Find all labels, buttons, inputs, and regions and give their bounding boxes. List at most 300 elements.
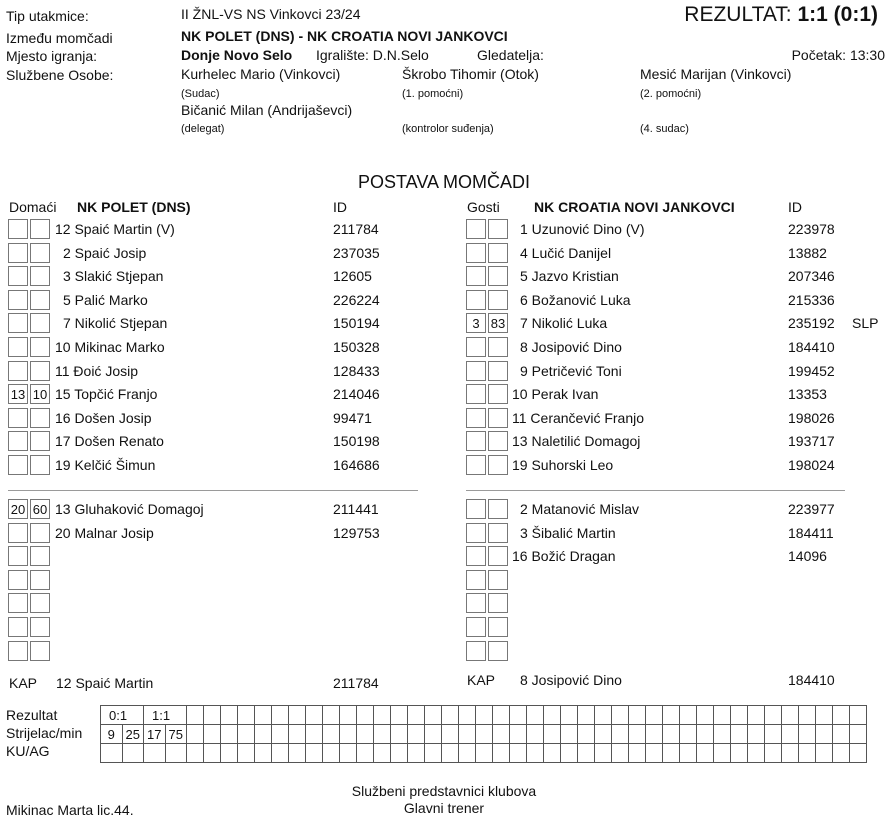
minute-box xyxy=(8,617,28,637)
player-id: 223978 xyxy=(788,221,835,237)
player-name: 1 Uzunović Dino (V) xyxy=(520,221,645,237)
kuag-cell xyxy=(374,744,391,763)
kuag-cell xyxy=(204,744,221,763)
player-id: 211784 xyxy=(333,221,379,237)
player-note: SLP xyxy=(852,315,879,332)
player-id: 184410 xyxy=(788,339,835,355)
minute-box xyxy=(488,431,508,451)
result-cell-empty xyxy=(748,706,765,725)
minute-box xyxy=(466,408,486,428)
official-role: (kontrolor suđenja) xyxy=(402,123,494,135)
result-cell-empty xyxy=(612,706,629,725)
result-cell-empty xyxy=(782,706,799,725)
player-name: 2 Spaić Josip xyxy=(63,244,147,261)
result-cell-empty xyxy=(799,706,816,725)
kuag-cell xyxy=(816,744,833,763)
player-name: 16 Božić Dragan xyxy=(512,548,616,565)
scorer-cell-empty xyxy=(255,725,272,744)
player-name: 11 Cerančević Franjo xyxy=(512,409,645,426)
result-cell-empty xyxy=(238,706,255,725)
minute-box xyxy=(8,290,28,310)
player-name: 19 Kelčić Šimun xyxy=(55,457,156,473)
minute-box xyxy=(488,499,508,519)
result-cell-empty xyxy=(391,706,408,725)
minute-box: 20 xyxy=(8,499,28,519)
gledatelja: Gledatelja: xyxy=(477,47,544,63)
minute-box xyxy=(8,266,28,286)
minute-box xyxy=(488,617,508,637)
kuag-cell xyxy=(748,744,765,763)
result-cell: 1:1 xyxy=(144,706,187,725)
minute-box xyxy=(466,361,486,381)
sluzbene-osobe-label: Službene Osobe: xyxy=(6,67,114,83)
minute-box xyxy=(30,290,50,310)
result-cell-empty xyxy=(697,706,714,725)
scorer-cell-empty xyxy=(187,725,204,744)
player-name: 2 Matanović Mislav xyxy=(520,501,640,517)
minute-box xyxy=(466,455,486,475)
minute-box xyxy=(488,219,508,239)
player-id: 13882 xyxy=(788,244,827,261)
scorer-cell-empty xyxy=(374,725,391,744)
official-name: Bičanić Milan (Andrijaševci) xyxy=(181,102,353,118)
mjesto-value: Donje Novo Selo xyxy=(181,47,293,63)
kuag-cell xyxy=(255,744,272,763)
player-name: 3 Slakić Stjepan xyxy=(63,268,164,285)
minute-box xyxy=(488,290,508,310)
minute-box xyxy=(488,455,508,475)
result-cell-empty xyxy=(408,706,425,725)
footer-title: Službeni predstavnici klubova xyxy=(351,783,537,799)
kuag-row xyxy=(101,744,867,763)
player-name: 13 Naletilić Domagoj xyxy=(512,433,641,450)
minute-box xyxy=(8,431,28,451)
scorer-cell-empty xyxy=(850,725,867,744)
minute-box xyxy=(8,641,28,661)
official-role: (4. sudac) xyxy=(640,123,689,135)
player-id: 214046 xyxy=(333,386,380,403)
player-name: 5 Palić Marko xyxy=(63,291,148,308)
minute-box xyxy=(466,266,486,286)
official-role: (1. pomoćni) xyxy=(402,88,464,100)
match-title: NK POLET (DNS) - NK CROATIA NOVI JANKOVCI xyxy=(181,28,508,44)
scorer-cell-empty xyxy=(221,725,238,744)
minute-box xyxy=(488,408,508,428)
kuag-cell xyxy=(765,744,782,763)
kuag-cell xyxy=(493,744,510,763)
kuag-cell xyxy=(391,744,408,763)
kuag-cell xyxy=(731,744,748,763)
home-id-header: ID xyxy=(333,199,347,215)
footer-subtitle: Glavni trener xyxy=(403,800,485,816)
official-name: Kurhelec Mario (Vinkovci) xyxy=(181,66,341,82)
minute-box xyxy=(30,546,50,566)
minute-box xyxy=(488,266,508,286)
player-id: 199452 xyxy=(788,362,835,379)
kuag-cell xyxy=(527,744,544,763)
away-kap-label: KAP xyxy=(467,672,496,688)
kuag-cell xyxy=(122,744,144,763)
player-id: 14096 xyxy=(788,548,827,565)
player-id: 193717 xyxy=(788,433,835,450)
result-cell-empty xyxy=(561,706,578,725)
player-id: 128433 xyxy=(333,362,380,379)
minute-box xyxy=(30,431,50,451)
minute-box xyxy=(488,523,508,543)
player-name: 7 Nikolić Luka xyxy=(520,315,608,332)
minute-box xyxy=(466,523,486,543)
player-id: 150198 xyxy=(333,433,380,450)
scorer-cell-empty xyxy=(306,725,323,744)
player-name: 19 Suhorski Leo xyxy=(512,457,614,473)
player-id: 207346 xyxy=(788,268,835,285)
minute-box xyxy=(30,593,50,613)
minute-box xyxy=(30,523,50,543)
player-name: 10 Mikinac Marko xyxy=(55,339,165,355)
scorer-cell: 75 xyxy=(165,725,187,744)
minute-box xyxy=(30,243,50,263)
kuag-cell xyxy=(165,744,187,763)
minute-box xyxy=(8,219,28,239)
rezultat-value: 1:1 (0:1) xyxy=(797,3,878,26)
scorer-cell-empty xyxy=(731,725,748,744)
result-cell-empty xyxy=(595,706,612,725)
player-id: 150194 xyxy=(333,315,380,332)
result-cell-empty xyxy=(255,706,272,725)
official-name: Mesić Marijan (Vinkovci) xyxy=(640,66,792,82)
result-cell-empty xyxy=(714,706,731,725)
player-name: 8 Josipović Dino xyxy=(520,339,622,355)
player-id: 235192 xyxy=(788,315,835,332)
minute-box xyxy=(30,408,50,428)
kuag-cell xyxy=(680,744,697,763)
scorer-cell-empty xyxy=(765,725,782,744)
player-name: 13 Gluhaković Domagoj xyxy=(55,501,204,517)
minute-box xyxy=(488,546,508,566)
player-name: 9 Petričević Toni xyxy=(520,362,622,379)
scorer-cell-empty xyxy=(323,725,340,744)
result-cell-empty xyxy=(374,706,391,725)
minute-box xyxy=(30,219,50,239)
player-name: 10 Perak Ivan xyxy=(512,386,599,403)
kuag-cell xyxy=(476,744,493,763)
minute-box xyxy=(466,431,486,451)
minute-box xyxy=(466,499,486,519)
away-kap-name: 8 Josipović Dino xyxy=(520,672,622,688)
kuag-cell xyxy=(221,744,238,763)
section-title: POSTAVA MOMČADI xyxy=(357,172,531,192)
kuag-cell xyxy=(595,744,612,763)
player-id: 150328 xyxy=(333,339,380,355)
minute-box xyxy=(466,570,486,590)
result-cell-empty xyxy=(663,706,680,725)
scorer-cell-empty xyxy=(595,725,612,744)
away-kap-id: 184410 xyxy=(788,672,835,688)
strijelac-row-label: Strijelac/min xyxy=(6,725,83,741)
scorer-cell-empty xyxy=(714,725,731,744)
player-id: 198026 xyxy=(788,409,835,426)
away-id-header: ID xyxy=(788,199,802,215)
minute-box xyxy=(30,617,50,637)
scorer-cell-empty xyxy=(629,725,646,744)
minute-box xyxy=(488,641,508,661)
kuag-cell xyxy=(697,744,714,763)
kuag-row-label: KU/AG xyxy=(6,743,50,759)
away-divider xyxy=(466,490,845,491)
minute-box xyxy=(30,570,50,590)
scorer-cell-empty xyxy=(272,725,289,744)
minute-box xyxy=(8,523,28,543)
minute-box xyxy=(8,546,28,566)
scorer-cell-empty xyxy=(459,725,476,744)
player-name: 5 Jazvo Kristian xyxy=(520,268,619,285)
scorer-cell-empty xyxy=(612,725,629,744)
result-cell-empty xyxy=(442,706,459,725)
result-cell-empty xyxy=(459,706,476,725)
home-side-label: Domaći xyxy=(9,199,57,215)
player-id: 215336 xyxy=(788,291,835,308)
scorer-cell-empty xyxy=(289,725,306,744)
result-cell-empty xyxy=(221,706,238,725)
minute-box xyxy=(30,337,50,357)
minute-box xyxy=(8,361,28,381)
scorer-cell: 17 xyxy=(144,725,166,744)
mjesto-label: Mjesto igranja: xyxy=(6,48,98,64)
minute-box xyxy=(8,337,28,357)
minute-box xyxy=(466,219,486,239)
minute-box xyxy=(8,455,28,475)
scorer-cell-empty xyxy=(510,725,527,744)
kuag-cell xyxy=(799,744,816,763)
kuag-cell xyxy=(663,744,680,763)
tip-utakmice-value: II ŽNL-VS NS Vinkovci 23/24 xyxy=(181,6,361,22)
scorer-cell-empty xyxy=(391,725,408,744)
minute-box xyxy=(466,617,486,637)
scorer-cell-empty xyxy=(340,725,357,744)
scorer-cell-empty xyxy=(204,725,221,744)
igraliste: Igralište: D.N.Selo xyxy=(316,47,429,63)
minute-box xyxy=(8,313,28,333)
player-id: 12605 xyxy=(333,268,372,285)
minute-box xyxy=(466,641,486,661)
minute-box xyxy=(30,361,50,381)
player-id: 164686 xyxy=(333,457,380,473)
scorer-cell-empty xyxy=(799,725,816,744)
minute-box xyxy=(8,243,28,263)
kuag-cell xyxy=(357,744,374,763)
player-name: 17 Došen Renato xyxy=(55,433,164,450)
result-cell-empty xyxy=(850,706,867,725)
scorer-cell: 9 xyxy=(101,725,123,744)
official-role: (Sudac) xyxy=(181,88,220,100)
minute-box xyxy=(466,290,486,310)
kuag-cell xyxy=(323,744,340,763)
kuag-cell xyxy=(629,744,646,763)
player-id: 223977 xyxy=(788,501,835,517)
scorer-cell-empty xyxy=(544,725,561,744)
rezultat-label: REZULTAT: xyxy=(684,3,792,26)
minute-box xyxy=(488,384,508,404)
player-id: 198024 xyxy=(788,457,835,473)
result-cell-empty xyxy=(527,706,544,725)
kuag-cell xyxy=(646,744,663,763)
player-id: 99471 xyxy=(333,409,372,426)
rezultat-heading xyxy=(684,3,878,27)
result-cell-empty xyxy=(272,706,289,725)
score-grid xyxy=(100,705,867,763)
result-cell-empty xyxy=(510,706,527,725)
minute-box xyxy=(30,455,50,475)
scorers-row xyxy=(101,725,867,744)
player-name: 20 Malnar Josip xyxy=(55,524,154,541)
kuag-cell xyxy=(187,744,204,763)
scorer-cell-empty xyxy=(748,725,765,744)
result-cell-empty xyxy=(544,706,561,725)
player-id: 226224 xyxy=(333,291,380,308)
scorer-cell-empty xyxy=(493,725,510,744)
home-kap-name: 12 Spaić Martin xyxy=(56,675,154,691)
player-name: 11 Đoić Josip xyxy=(55,362,139,379)
kuag-cell xyxy=(850,744,867,763)
result-cell-empty xyxy=(476,706,493,725)
official-name: Škrobo Tihomir (Otok) xyxy=(402,66,539,82)
result-cell-empty xyxy=(646,706,663,725)
scorer-cell: 25 xyxy=(122,725,144,744)
scorer-cell-empty xyxy=(578,725,595,744)
scorer-cell-empty xyxy=(527,725,544,744)
kuag-cell xyxy=(561,744,578,763)
scorer-cell-empty xyxy=(833,725,850,744)
result-cell: 0:1 xyxy=(101,706,144,725)
scorer-cell-empty xyxy=(782,725,799,744)
home-kap-label: KAP xyxy=(9,675,38,691)
result-cell-empty xyxy=(765,706,782,725)
result-cell-empty xyxy=(204,706,221,725)
player-id: 184411 xyxy=(788,524,834,541)
minute-box xyxy=(30,266,50,286)
minute-box xyxy=(466,593,486,613)
kuag-cell xyxy=(459,744,476,763)
player-id: 129753 xyxy=(333,524,380,541)
result-cell-empty xyxy=(306,706,323,725)
player-name: 6 Božanović Luka xyxy=(520,291,631,308)
home-team-name: NK POLET (DNS) xyxy=(77,199,191,215)
kuag-cell xyxy=(442,744,459,763)
kuag-cell xyxy=(289,744,306,763)
minute-box: 10 xyxy=(30,384,50,404)
kuag-cell xyxy=(782,744,799,763)
kuag-cell xyxy=(272,744,289,763)
player-name: 3 Šibalić Martin xyxy=(520,524,616,541)
official-role: (2. pomoćni) xyxy=(640,88,702,100)
kuag-cell xyxy=(425,744,442,763)
result-cell-empty xyxy=(323,706,340,725)
result-cell-empty xyxy=(187,706,204,725)
scorer-cell-empty xyxy=(425,725,442,744)
home-divider xyxy=(8,490,418,491)
result-cell-empty xyxy=(680,706,697,725)
result-cell-empty xyxy=(578,706,595,725)
scorer-cell-empty xyxy=(238,725,255,744)
minute-box: 60 xyxy=(30,499,50,519)
minute-box xyxy=(488,243,508,263)
result-cell-empty xyxy=(357,706,374,725)
result-cell-empty xyxy=(493,706,510,725)
minute-box xyxy=(488,361,508,381)
minute-box xyxy=(8,408,28,428)
kuag-cell xyxy=(578,744,595,763)
minute-box: 13 xyxy=(8,384,28,404)
tip-utakmice-label: Tip utakmice: xyxy=(6,8,89,24)
minute-box: 3 xyxy=(466,313,486,333)
scorer-cell-empty xyxy=(646,725,663,744)
result-cell-empty xyxy=(816,706,833,725)
minute-box xyxy=(488,570,508,590)
kuag-cell xyxy=(833,744,850,763)
minute-box xyxy=(488,593,508,613)
kuag-cell xyxy=(144,744,166,763)
player-id: 211441 xyxy=(333,501,379,517)
minute-box xyxy=(30,641,50,661)
result-cell-empty xyxy=(731,706,748,725)
minute-box xyxy=(466,384,486,404)
result-cell-empty xyxy=(833,706,850,725)
away-side-label: Gosti xyxy=(467,199,500,215)
player-name: 4 Lučić Danijel xyxy=(520,244,612,261)
away-team-name: NK CROATIA NOVI JANKOVCI xyxy=(534,199,735,215)
player-name: 16 Došen Josip xyxy=(55,409,152,426)
result-cell-empty xyxy=(425,706,442,725)
minute-box xyxy=(466,337,486,357)
player-id: 237035 xyxy=(333,244,380,261)
official-role: (delegat) xyxy=(181,123,225,135)
scorer-cell-empty xyxy=(357,725,374,744)
scorer-cell-empty xyxy=(697,725,714,744)
scorer-cell-empty xyxy=(442,725,459,744)
scorer-cell-empty xyxy=(561,725,578,744)
player-name: 15 Topčić Franjo xyxy=(55,386,158,403)
home-kap-id: 211784 xyxy=(333,675,379,691)
rezultat-row-label: Rezultat xyxy=(6,707,58,723)
pocetak: Početak: 13:30 xyxy=(791,47,885,63)
scorer-cell-empty xyxy=(663,725,680,744)
kuag-cell xyxy=(612,744,629,763)
result-cell-empty xyxy=(629,706,646,725)
scorer-cell-empty xyxy=(408,725,425,744)
izmedju-label: Između momčadi xyxy=(6,30,113,46)
minute-box xyxy=(8,570,28,590)
results-row xyxy=(101,706,867,725)
footer-left-note: Mikinac Marta lic.44. xyxy=(6,802,134,818)
scorer-cell-empty xyxy=(476,725,493,744)
scorer-cell-empty xyxy=(680,725,697,744)
kuag-cell xyxy=(544,744,561,763)
kuag-cell xyxy=(408,744,425,763)
kuag-cell xyxy=(306,744,323,763)
kuag-cell xyxy=(101,744,123,763)
minute-box xyxy=(466,243,486,263)
player-id: 13353 xyxy=(788,386,827,403)
kuag-cell xyxy=(340,744,357,763)
scorer-cell-empty xyxy=(816,725,833,744)
player-name: 12 Spaić Martin (V) xyxy=(55,221,175,237)
minute-box xyxy=(488,337,508,357)
kuag-cell xyxy=(238,744,255,763)
player-name: 7 Nikolić Stjepan xyxy=(63,315,168,332)
kuag-cell xyxy=(510,744,527,763)
minute-box xyxy=(8,593,28,613)
minute-box xyxy=(30,313,50,333)
